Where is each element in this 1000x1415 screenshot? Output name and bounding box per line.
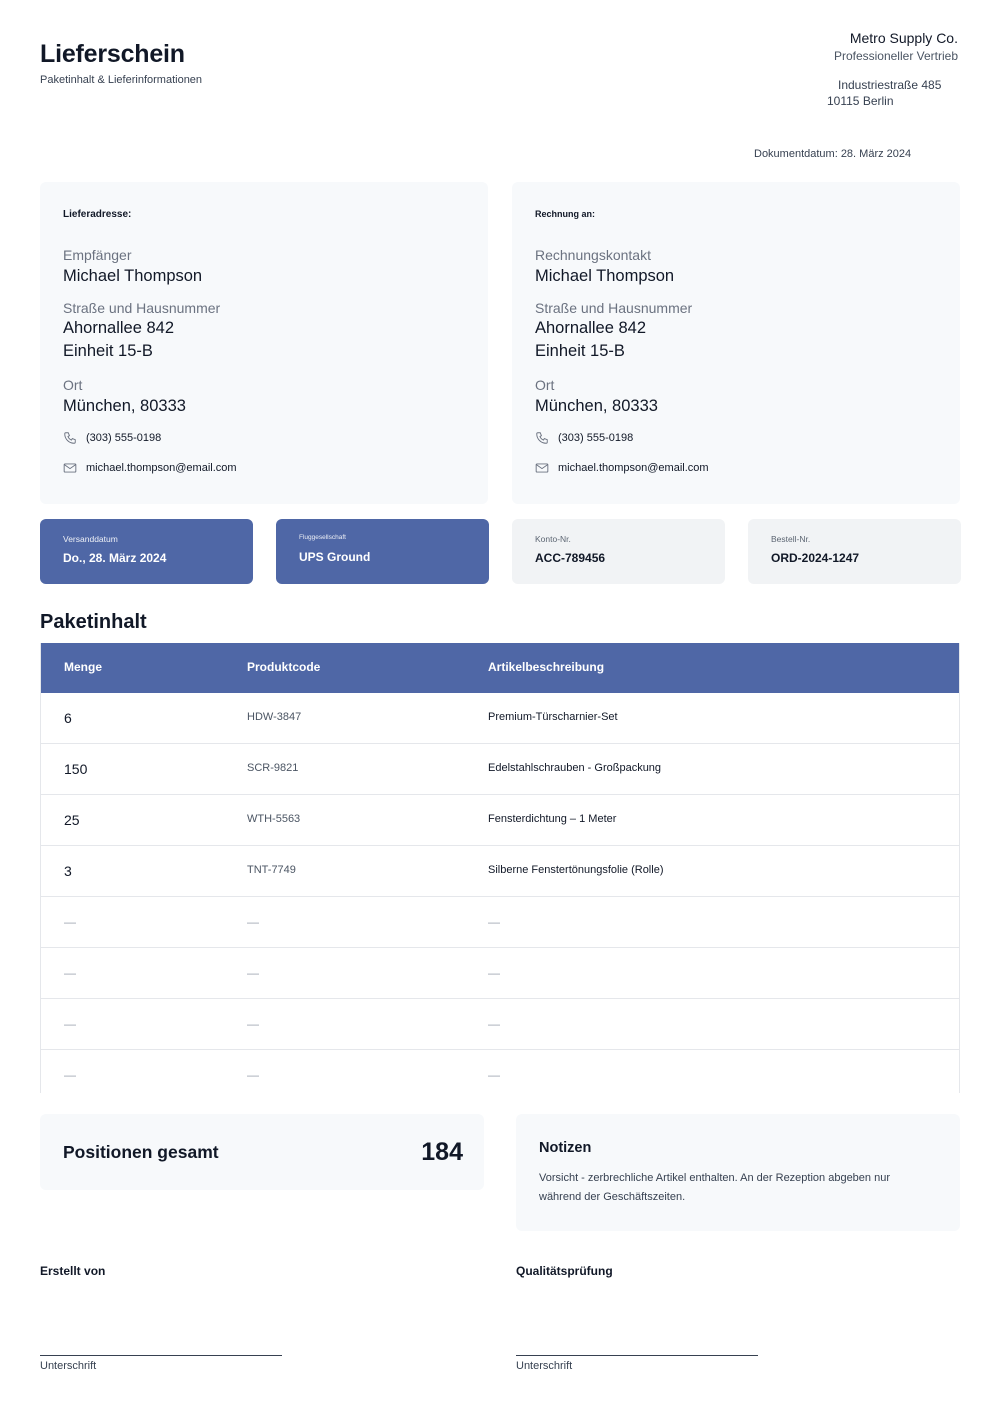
cell-code: HDW-3847 (247, 711, 302, 723)
tile-order-value: ORD-2024-1247 (771, 551, 860, 565)
cell-code: — (247, 966, 259, 980)
table-header (41, 643, 959, 693)
cell-desc: — (488, 915, 500, 929)
table-row-empty (41, 1050, 959, 1093)
company-tagline: Professioneller Vertrieb (833, 49, 958, 63)
signature-caption-quality: Unterschrift (516, 1360, 573, 1372)
recipient-label: Empfänger (63, 247, 132, 263)
billing-city-value: München, 80333 (535, 397, 658, 415)
cell-desc: Edelstahlschrauben - Großpackung (488, 762, 662, 774)
unit-value: Einheit 15-B (63, 342, 153, 360)
created-by-label: Erstellt von (40, 1264, 106, 1278)
company-street: Industriestraße 485 (838, 78, 942, 92)
col-description: Artikelbeschreibung (488, 660, 605, 674)
shipping-heading: Lieferadresse: (63, 209, 132, 220)
quality-check-label: Qualitätsprüfung (516, 1264, 613, 1278)
phone-icon (63, 431, 77, 445)
tile-order (748, 519, 961, 584)
cell-qty: — (64, 915, 76, 929)
notes-title: Notizen (539, 1140, 592, 1156)
recipient-name: Michael Thompson (63, 267, 203, 285)
company-city: 10115 Berlin (827, 94, 894, 108)
billing-unit-value: Einheit 15-B (535, 342, 625, 360)
cell-desc: Fensterdichtung – 1 Meter (488, 813, 617, 825)
cell-qty: — (64, 966, 76, 980)
tile-ship-date (40, 519, 253, 584)
billing-city-label: Ort (535, 377, 555, 393)
cell-qty: 25 (64, 812, 80, 828)
table-row-empty (41, 948, 959, 999)
table-row-empty (41, 999, 959, 1050)
cell-code: — (247, 1017, 259, 1031)
email-line (63, 462, 237, 474)
total-positions-value: 184 (421, 1138, 463, 1166)
mail-icon (63, 462, 77, 474)
street-value: Ahornallee 842 (63, 319, 175, 337)
billing-contact-label: Rechnungskontakt (535, 247, 651, 263)
col-quantity: Menge (64, 660, 103, 674)
company-name: Metro Supply Co. (849, 30, 958, 46)
phone-number: (303) 555-0198 (86, 432, 162, 444)
cell-qty: 6 (64, 710, 72, 726)
total-positions-label: Positionen gesamt (63, 1142, 219, 1162)
tile-account-label: Konto-Nr. (535, 534, 571, 544)
billing-contact-name: Michael Thompson (535, 267, 675, 285)
document-date: Dokumentdatum: 28. März 2024 (754, 148, 912, 160)
city-value: München, 80333 (63, 397, 186, 415)
city-label: Ort (63, 377, 83, 393)
cell-code: — (247, 915, 259, 929)
tile-carrier (276, 519, 489, 584)
signature-line-created (40, 1355, 282, 1356)
cell-desc: — (488, 966, 500, 980)
tile-ship-date-value: Do., 28. März 2024 (63, 551, 167, 565)
billing-phone-line (535, 431, 633, 445)
total-positions-card (40, 1114, 484, 1190)
street-label: Straße und Hausnummer (63, 300, 221, 316)
cell-code: WTH-5563 (247, 813, 301, 825)
tile-ship-date-label: Versanddatum (63, 534, 118, 544)
table-row (41, 846, 959, 897)
table-row (41, 795, 959, 846)
billing-street-label: Straße und Hausnummer (535, 300, 693, 316)
page-subtitle: Paketinhalt & Lieferinformationen (40, 74, 203, 86)
cell-qty: — (64, 1017, 76, 1031)
signature-line-quality (516, 1355, 758, 1356)
notes-text: Vorsicht - zerbrechliche Artikel enthalten. An der Rezeption abgeben nur während der Geschäftszeiten. (539, 1172, 890, 1203)
table-row-empty (41, 897, 959, 948)
cell-code: SCR-9821 (247, 762, 299, 774)
col-product-code: Produktcode (247, 660, 321, 674)
notes-card (516, 1114, 960, 1231)
billing-address-card (512, 182, 960, 504)
tile-carrier-value: UPS Ground (299, 550, 371, 564)
cell-desc: — (488, 1017, 500, 1031)
contents-table (40, 643, 960, 1093)
email-address: michael.thompson@email.com (86, 462, 237, 474)
cell-code: TNT-7749 (247, 864, 296, 876)
cell-code: — (247, 1068, 259, 1082)
page-title: Lieferschein (40, 40, 185, 68)
tile-order-label: Bestell-Nr. (771, 534, 811, 544)
tile-carrier-label: Fluggesellschaft (299, 534, 346, 541)
signature-caption-created: Unterschrift (40, 1360, 97, 1372)
table-row (41, 693, 959, 744)
cell-qty: — (64, 1068, 76, 1082)
table-row (41, 744, 959, 795)
billing-heading: Rechnung an: (535, 209, 595, 219)
cell-desc: Silberne Fenstertönungsfolie (Rolle) (488, 864, 664, 876)
billing-email-line (535, 462, 709, 474)
phone-line (63, 431, 161, 445)
contents-title: Paketinhalt (40, 611, 147, 633)
phone-icon (535, 431, 549, 445)
company-block (834, 30, 958, 63)
billing-phone-number: (303) 555-0198 (558, 432, 634, 444)
cell-qty: 3 (64, 863, 72, 879)
shipping-address-card (40, 182, 488, 504)
cell-desc: Premium-Türscharnier-Set (488, 711, 618, 723)
billing-street-value: Ahornallee 842 (535, 319, 647, 337)
tile-account-value: ACC-789456 (535, 551, 606, 565)
cell-desc: — (488, 1068, 500, 1082)
mail-icon (535, 462, 549, 474)
billing-email-address: michael.thompson@email.com (558, 462, 709, 474)
tile-account (512, 519, 725, 584)
cell-qty: 150 (64, 761, 88, 777)
